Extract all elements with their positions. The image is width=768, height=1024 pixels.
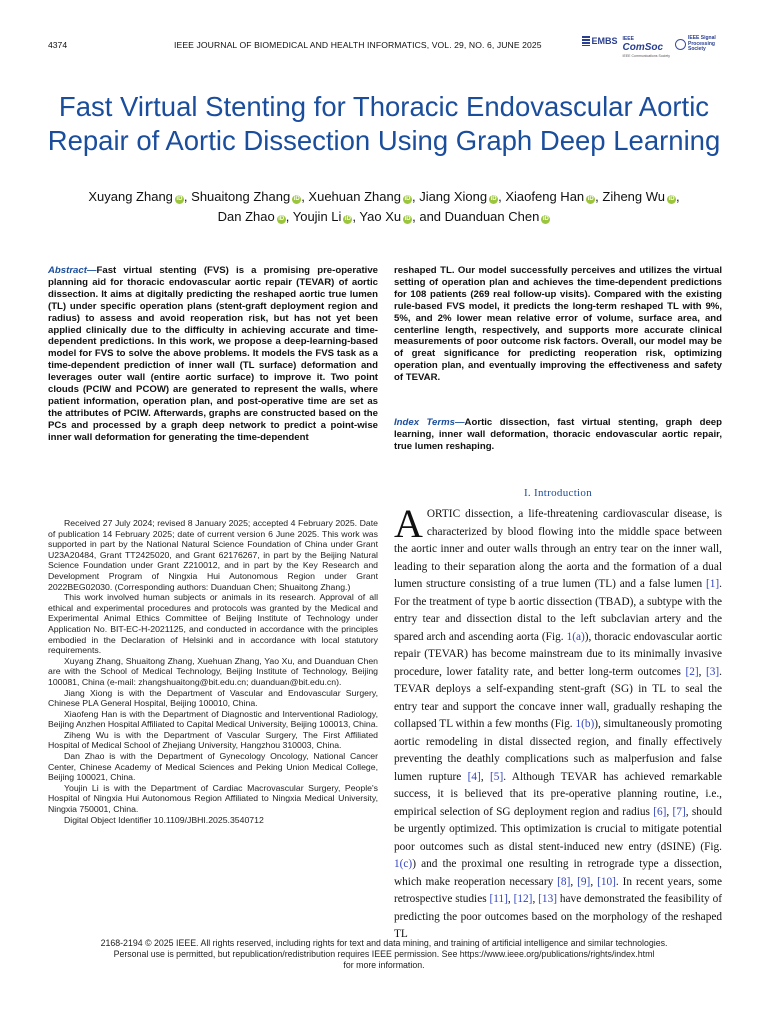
footnote-paragraph: Dan Zhao is with the Department of Gynecology Oncology, National Cancer Center, Chinese Academy of Medical Sciences and Peking Union Medical College, Beijing 100021, China. bbox=[48, 751, 378, 783]
author-separator: , and bbox=[412, 209, 445, 224]
footnote-paragraph: Xiaofeng Han is with the Department of Diagnostic and Interventional Radiology, Beijing Anzhen Hospital Affiliated to Capital Medical University, Beijing 100013, China. bbox=[48, 708, 378, 730]
embs-mark-icon bbox=[582, 36, 590, 46]
citation-link[interactable]: [8] bbox=[557, 875, 571, 888]
footnote-paragraph: Received 27 July 2024; revised 8 January 2025; accepted 4 February 2025. Date of publication 14 February 2025; date of current version 6 June 2025. This work was supported in part by the National Natural Science Foundation of China under Grant U23A20484, Grant TT2425020, and Grant 62176267, in part by the Beijing Natural Science Foundation under Grant Z210012, and in part by the Key Research and Development Program of Ningxia Hui Autonomous Region under Grant 2022BEG02030. (Corresponding authors: Duanduan Chen; Shuaitong Zhang.) bbox=[48, 518, 378, 592]
page-number: 4374 bbox=[48, 40, 68, 50]
footnote-paragraph: Xuyang Zhang, Shuaitong Zhang, Xuehuan Zhang, Yao Xu, and Duanduan Chen are with the School of Medical Technology, Beijing Institute of Technology, Beijing 100081, China (e-mail: zhangshuaitong@bit.edu.cn; duanduan@bit.edu.cn). bbox=[48, 655, 378, 687]
citation-link[interactable]: [6] bbox=[653, 805, 667, 818]
orcid-icon[interactable]: iD bbox=[278, 216, 285, 222]
citation-link[interactable]: [1] bbox=[705, 578, 720, 590]
author-separator: , bbox=[676, 189, 680, 204]
abstract-right: reshaped TL. Our model successfully perceives and utilizes the virtual setting of operation plan and achieves the time-dependent predictions for 108 patients (269 real follow-up visits). Compared with the existing rule-based FVS model, it predicts the long-term reshaped TL with 9%, 5%, and 2% lower mean relative error of volume, surface area, and centerline length, respectively, and supports more accurate clinical measurements of poor outcome risk factors. Overall, our model may be of great significance for predicting reoperation risk, optimizing operation plan, and eventually improving the effectiveness and safety of TEVAR. bbox=[394, 265, 722, 384]
comsoc-logo bbox=[623, 36, 670, 60]
author-name: Xuehuan Zhang bbox=[308, 189, 401, 204]
section-heading-introduction: I. Introduction bbox=[523, 487, 593, 499]
copyright-line: Personal use is permitted, but republication/redistribution requires IEEE permission. See https://www.ieee.org/publications/rights/index.html bbox=[113, 949, 655, 959]
footnote-paragraph: Ziheng Wu is with the Department of Vascular Surgery, The First Affiliated Hospital of Medical School of Zhejiang University, Hangzhou 310003, China. bbox=[48, 729, 378, 751]
citation-link[interactable]: 1(a) bbox=[566, 630, 585, 643]
author-name: Xuyang Zhang bbox=[88, 189, 173, 204]
author-separator: , bbox=[301, 189, 309, 204]
comsoc-logo-main: ComSoc bbox=[622, 42, 664, 53]
author-name: Xiaofeng Han bbox=[505, 189, 585, 204]
citation-link[interactable]: [2] bbox=[685, 665, 699, 678]
citation-link[interactable]: [10] bbox=[597, 875, 616, 888]
orcid-icon[interactable]: iD bbox=[587, 196, 594, 202]
embs-logo-text: EMBS bbox=[591, 36, 618, 46]
page-header bbox=[48, 35, 722, 58]
signal-processing-logo bbox=[675, 36, 722, 53]
footnotes bbox=[48, 518, 378, 825]
citation-link[interactable]: [9] bbox=[577, 875, 591, 888]
author-name: Shuaitong Zhang bbox=[191, 189, 291, 204]
index-terms bbox=[394, 417, 722, 453]
citation-link[interactable]: [5] bbox=[490, 770, 504, 783]
citation-link[interactable]: [13] bbox=[538, 893, 557, 905]
orcid-icon[interactable]: iD bbox=[293, 196, 300, 202]
citation-link[interactable]: [3] bbox=[705, 665, 720, 678]
footnote-paragraph: Jiang Xiong is with the Department of Vascular and Endovascular Surgery, Chinese PLA General Hospital, Beijing 100010, China. bbox=[48, 687, 378, 709]
drop-cap: A bbox=[394, 501, 423, 546]
author-name: Duanduan Chen bbox=[444, 209, 540, 224]
footnote-paragraph: Youjin Li is with the Department of Cardiac Macrovascular Surgery, People's Hospital of Ningxia Hui Autonomous Region Affiliated to Ningxia Medical University, Ningxia 750001, China. bbox=[48, 782, 378, 815]
author-separator: , bbox=[352, 209, 360, 224]
footnote-paragraph: This work involved human subjects or animals in its research. Approval of all ethical and experimental procedures and protocols was granted by the Medical and Experimental Animal Ethics Committee of Beijing Institute of Technology under Application No. BIT-EC-H-2021125, and conducted in accordance with the principles embodied in the Declaration of Helsinki and in accordance with local statutory requirements. bbox=[48, 592, 378, 656]
abstract-lead: Abstract— bbox=[48, 265, 97, 276]
abstract-text-left: Fast virtual stenting (FVS) is a promising pre-operative planning aid for thoracic endovascular aortic repair (TEVAR) of aortic dissection. It aims at digitally predicting the reshaped aortic true lumen (TL) under specific operation plans (stent-graft deployment region and radius) to assess and avoid reoperation risk, but has not yet been applied clinically due to the difficulty in achieving accurate and time-dependent predictions. In this work, we propose a deep-learning-based model for FVS to solve the above problems. It models the FVS task as a time-dependent prediction of inner wall (TL surface) deformation and leverages outer wall (entire aortic surface) to improve it. Two point clouds (PCIW and PCOW) are generated to represent the walls, where patient information, operation plan, and post-operative time are set as the attributes of PCIW. Afterwards, graphs are constructed based on the PCs and processed by a graph deep network to predict a point-wise inner wall deformation for generating the time-dependent bbox=[48, 265, 378, 443]
comsoc-logo-sub: IEEE Communications Society bbox=[622, 54, 670, 58]
introduction-text: ORTIC dissection, a life-threatening cardiovascular disease, is characterized by blood flowing into the middle space between the aortic inner and outer walls through an entry tear on the inner wall, leading to their separation along the aorta and the formation of a dual lumen structure consisting of a true lumen (TL) and a false lumen [1]. For the treatment of type b aortic dissection (TBAD), a subtype with the entry tear and dissection distal to the left subclavian artery and the spared arch and ascending aorta (Fig. 1(a)), thoracic endovascular aortic repair (TEVAR) has become mainstream due to its minimally invasive procedure, lower fatality rate, and better long-term outcomes [2], [3]. TEVAR deploys a self-expanding stent-graft (SG) in TL to seal the entry tear and support the concave inner wall, gradually reshaping the collapsed TL within a few months (Fig. 1(b)), simultaneously promoting aortic remodeling in distal dissected region, and finally effectively preventing the deathly complications such as malperfusion and false lumen rupture [4], [5]. Although TEVAR has achieved remarkable success, it is believed that its pre-operative planning routine, i.e., empirical selection of SG deployment region and radius [6], [7], should be urgently optimized. This optimization is crucial to mitigate potential poor outcomes such as distal stent-induced new entry (dSINE) (Fig. 1(c)) and the proximal one resulting in retrograde type a dissection, which make reoperation necessary [8], [9], [10]. In recent years, some retrospective studies [11], [12], [13] have demonstrated the feasibility of predicting the poor outcomes based on the morphology of the reshaped TL bbox=[394, 508, 722, 940]
author-separator: , bbox=[285, 209, 293, 224]
copyright-notice bbox=[40, 938, 728, 971]
author-separator: , bbox=[498, 189, 506, 204]
author-name: Ziheng Wu bbox=[602, 189, 666, 204]
abstract-left bbox=[48, 265, 378, 444]
index-terms-lead: Index Terms— bbox=[394, 417, 465, 428]
citation-link[interactable]: [7] bbox=[672, 805, 686, 818]
comsoc-logo-top: IEEE bbox=[622, 36, 634, 42]
paper-title: Fast Virtual Stenting for Thoracic Endovascular Aortic Repair of Aortic Dissection Using Graph Deep Learning bbox=[47, 91, 721, 157]
orcid-icon[interactable]: iD bbox=[176, 196, 183, 202]
orcid-icon[interactable]: iD bbox=[344, 216, 351, 222]
embs-logo bbox=[582, 36, 618, 46]
citation-link[interactable]: [11] bbox=[489, 893, 508, 905]
signal-processing-logo-text: IEEE Signal Processing Society bbox=[688, 35, 716, 52]
author-name: Dan Zhao bbox=[217, 209, 275, 224]
author-name: Yao Xu bbox=[359, 209, 402, 224]
copyright-line: for more information. bbox=[343, 960, 425, 970]
orcid-icon[interactable]: iD bbox=[404, 196, 411, 202]
author-separator: , bbox=[411, 189, 420, 204]
author-list bbox=[40, 187, 728, 227]
copyright-line: 2168-2194 © 2025 IEEE. All rights reserved, including rights for text and data mining, and training of artificial intelligence and similar technologies. bbox=[100, 938, 668, 948]
society-logos bbox=[582, 36, 722, 60]
orcid-icon[interactable]: iD bbox=[668, 196, 675, 202]
citation-link[interactable]: 1(b) bbox=[575, 718, 595, 730]
orcid-icon[interactable]: iD bbox=[404, 216, 411, 222]
citation-link[interactable]: [4] bbox=[467, 770, 481, 783]
journal-name: IEEE JOURNAL OF BIOMEDICAL AND HEALTH INFORMATICS, VOL. 29, NO. 6, JUNE 2025 bbox=[174, 40, 542, 50]
orcid-icon[interactable]: iD bbox=[542, 216, 549, 222]
footnote-paragraph: Digital Object Identifier 10.1109/JBHI.2025.3540712 bbox=[64, 814, 264, 825]
author-separator: , bbox=[595, 189, 603, 204]
citation-link[interactable]: 1(c) bbox=[394, 858, 413, 870]
author-name: Jiang Xiong bbox=[419, 189, 488, 204]
citation-link[interactable]: [12] bbox=[513, 893, 533, 905]
signal-processing-mark-icon bbox=[675, 39, 686, 50]
author-separator: , bbox=[183, 189, 192, 204]
orcid-icon[interactable]: iD bbox=[490, 196, 497, 202]
author-name: Youjin Li bbox=[292, 209, 342, 224]
introduction-body bbox=[394, 501, 722, 944]
index-terms-text: Aortic dissection, fast virtual stenting, graph deep learning, inner wall deformation, thoracic endovascular aortic repair, true lumen reshaping. bbox=[394, 417, 722, 452]
